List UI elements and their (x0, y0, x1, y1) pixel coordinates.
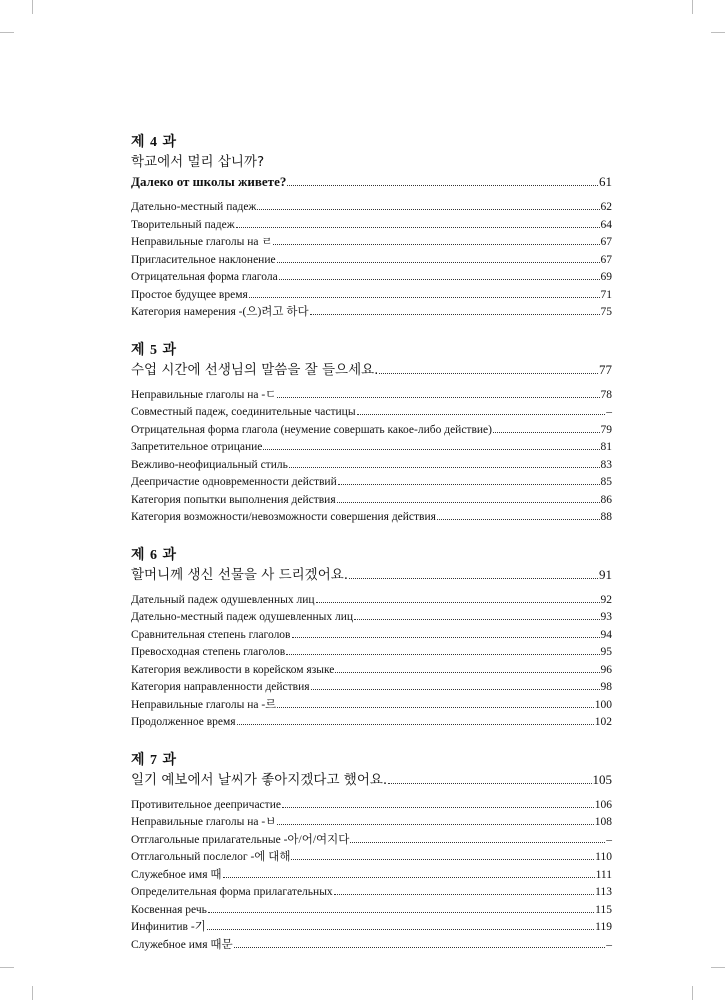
dot-leader (236, 216, 600, 228)
toc-entry[interactable] (131, 403, 612, 421)
page-number: 77 (599, 361, 612, 377)
dot-leader (208, 901, 594, 913)
dot-leader (257, 198, 599, 210)
toc-entry[interactable] (131, 713, 612, 731)
chapter-title-korean: 학교에서 멀리 삽니까? (131, 154, 265, 170)
toc-entry[interactable] (131, 421, 612, 439)
entry-label: Отглагольные прилагательные -아/어/여지다 (131, 833, 350, 846)
page-number: 111 (595, 868, 612, 881)
dot-leader (310, 303, 600, 315)
dot-leader (289, 456, 600, 468)
dot-leader (277, 696, 593, 708)
dot-leader (388, 770, 591, 784)
page-number: 67 (600, 253, 612, 266)
page-number: – (606, 406, 612, 418)
crop-mark-top-right-v (692, 0, 693, 14)
toc-entry[interactable] (131, 678, 612, 696)
dot-leader (311, 678, 600, 690)
page-number: 61 (599, 174, 612, 189)
dot-leader (493, 421, 600, 433)
entry-label: Определительная форма прилагательных (131, 886, 333, 898)
page-number: 62 (600, 201, 612, 213)
page-number: 110 (595, 851, 612, 863)
dot-leader (334, 883, 595, 895)
dot-leader (349, 565, 598, 579)
dot-leader (223, 866, 595, 878)
entry-label: Отрицательная форма глагола (131, 271, 278, 283)
page-number: 91 (599, 566, 612, 582)
dot-leader (263, 438, 599, 450)
page-number: 88 (600, 511, 612, 523)
dot-leader (249, 286, 600, 298)
page-number: 96 (600, 663, 612, 676)
toc-entry[interactable] (131, 608, 612, 626)
chapter-7 (131, 752, 612, 954)
chapter-main-entry[interactable] (131, 565, 612, 585)
toc-entry[interactable] (131, 286, 612, 304)
entry-label: Творительный падеж (131, 218, 235, 231)
dot-leader (357, 403, 606, 415)
page-number: 113 (595, 886, 612, 898)
toc-entry[interactable] (131, 268, 612, 286)
page-number: 81 (600, 441, 612, 453)
page-number: 95 (600, 646, 612, 658)
chapter-4 (131, 134, 612, 321)
crop-mark-bottom-left-v (32, 986, 33, 1000)
entry-label: Простое будущее время (131, 288, 248, 301)
toc-entry[interactable] (131, 796, 612, 814)
page-number: 108 (594, 816, 612, 828)
entry-label: Косвенная речь (131, 903, 207, 916)
toc-entry[interactable] (131, 936, 612, 954)
chapter-number: 제 4 과 (131, 135, 178, 150)
entry-label: Категория попытки выполнения действия (131, 493, 336, 506)
chapter-5 (131, 342, 612, 526)
toc-entry[interactable] (131, 813, 612, 831)
entry-label: Пригласительное наклонение (131, 253, 276, 266)
entry-label: Неправильные глаголы на -ㅂ (131, 816, 277, 828)
entry-label: 일기 예보에서 날씨가 좋아지겠다고 했어요. (131, 771, 388, 788)
dot-leader (291, 848, 594, 860)
dot-leader (279, 268, 600, 280)
page-number: 119 (595, 921, 612, 933)
page-number: 100 (594, 698, 612, 711)
toc-entry[interactable] (131, 386, 612, 404)
entry-label: Продолженное время (131, 716, 236, 728)
page-number: 102 (594, 716, 612, 728)
toc-entry[interactable] (131, 848, 612, 866)
dot-leader (292, 626, 600, 638)
page-number: 94 (600, 628, 612, 641)
page-number: 71 (600, 288, 612, 301)
entry-label: Отглагольный послелог -에 대해 (131, 851, 291, 863)
entry-label: Дательно-местный падеж одушевленных лиц (131, 611, 354, 623)
crop-mark-bottom-left (0, 967, 14, 968)
dot-leader (207, 918, 594, 930)
toc-entry[interactable] (131, 233, 612, 251)
toc-entry[interactable] (131, 198, 612, 216)
dot-leader (338, 473, 600, 485)
dot-leader (335, 661, 599, 673)
entry-label: Дательный падеж одушевленных лиц (131, 593, 315, 606)
page-number: 98 (600, 681, 612, 693)
toc-entry[interactable] (131, 918, 612, 936)
entry-label: Категория направленности действия (131, 681, 310, 693)
page-number: – (606, 833, 612, 846)
page-number: 93 (600, 611, 612, 623)
toc-entry[interactable] (131, 866, 612, 884)
dot-leader (287, 172, 598, 186)
crop-mark-top-right (711, 32, 725, 33)
crop-mark-top-left (0, 32, 14, 33)
page-number: 86 (600, 493, 612, 506)
dot-leader (379, 360, 598, 374)
dot-leader (316, 591, 600, 603)
chapter-main-entry[interactable] (131, 172, 612, 192)
toc-entry[interactable] (131, 831, 612, 849)
page-number: 106 (594, 798, 612, 811)
dot-leader (337, 491, 600, 503)
toc-entry[interactable] (131, 626, 612, 644)
page-number: 64 (600, 218, 612, 231)
entry-label: Неправильные глаголы на -르 (131, 698, 277, 711)
page-number: 78 (600, 388, 612, 401)
page-number: – (606, 938, 612, 951)
dot-leader (277, 386, 599, 398)
chapter-main-entry[interactable] (131, 770, 612, 790)
toc-entry[interactable] (131, 251, 612, 269)
chapter-main-entry[interactable] (131, 360, 612, 380)
page-number: 67 (600, 236, 612, 248)
page-number: 75 (600, 306, 612, 318)
toc-entry[interactable] (131, 438, 612, 456)
page-number: 69 (600, 271, 612, 283)
toc-entry[interactable] (131, 216, 612, 234)
entry-label: Инфинитив -기 (131, 921, 206, 933)
toc-entry[interactable] (131, 643, 612, 661)
entry-label: Служебное имя 때문 (131, 938, 233, 951)
toc-entry[interactable] (131, 491, 612, 509)
entry-label: Отрицательная форма глагола (неумение совершать какое-либо действие) (131, 423, 492, 436)
entry-label: Неправильные глаголы на ㄹ (131, 236, 273, 248)
entry-label: Противительное деепричастие (131, 798, 281, 811)
dot-leader (437, 508, 600, 520)
entry-label: Категория намерения -(으)려고 하다 (131, 306, 309, 318)
toc-entry[interactable] (131, 508, 612, 526)
chapter-number: 제 6 과 (131, 547, 178, 563)
page-number: 92 (600, 593, 612, 606)
entry-label: 수업 시간에 선생님의 말씀을 잘 들으세요. (131, 361, 379, 378)
table-of-contents (131, 134, 612, 974)
entry-label: Превосходная степень глаголов (131, 646, 286, 658)
dot-leader (237, 713, 594, 725)
dot-leader (277, 813, 593, 825)
entry-label: Неправильные глаголы на -ㄷ (131, 388, 277, 401)
toc-entry[interactable] (131, 696, 612, 714)
dot-leader (350, 831, 605, 843)
page-number: 105 (592, 771, 612, 787)
dot-leader (234, 936, 606, 948)
dot-leader (354, 608, 599, 620)
toc-entry[interactable] (131, 473, 612, 491)
entry-label: Деепричастие одновременности действий (131, 476, 337, 488)
toc-entry[interactable] (131, 456, 612, 474)
entry-label: Сравнительная степень глаголов (131, 628, 291, 641)
crop-mark-bottom-right-v (692, 986, 693, 1000)
entry-label: Категория вежливости в корейском языке (131, 663, 335, 676)
toc-entry[interactable] (131, 901, 612, 919)
entry-label: Вежливо-неофициальный стиль (131, 458, 288, 471)
dot-leader (273, 233, 599, 245)
chapter-6 (131, 547, 612, 731)
toc-entry[interactable] (131, 883, 612, 901)
crop-mark-top-left-v (32, 0, 33, 14)
page-number: 83 (600, 458, 612, 471)
entry-label: Служебное имя 때 (131, 868, 222, 881)
dot-leader (286, 643, 599, 655)
entry-label: Далеко от школы живете? (131, 174, 287, 189)
page-number: 79 (600, 423, 612, 436)
chapter-number: 제 5 과 (131, 342, 178, 358)
entry-label: Категория возможности/невозможности совершения действия (131, 511, 436, 523)
toc-entry[interactable] (131, 591, 612, 609)
page-number: 115 (595, 903, 612, 916)
chapter-number: 제 7 과 (131, 752, 178, 768)
entry-label: Совместный падеж, соединительные частицы (131, 406, 356, 418)
page-number: 85 (600, 476, 612, 488)
toc-entry[interactable] (131, 661, 612, 679)
entry-label: Запретительное отрицание (131, 441, 263, 453)
dot-leader (277, 251, 600, 263)
crop-mark-bottom-right (711, 967, 725, 968)
entry-label: Дательно-местный падеж (131, 201, 257, 213)
toc-entry[interactable] (131, 303, 612, 321)
entry-label: 할머니께 생신 선물을 사 드리겠어요. (131, 566, 349, 583)
dot-leader (282, 796, 594, 808)
